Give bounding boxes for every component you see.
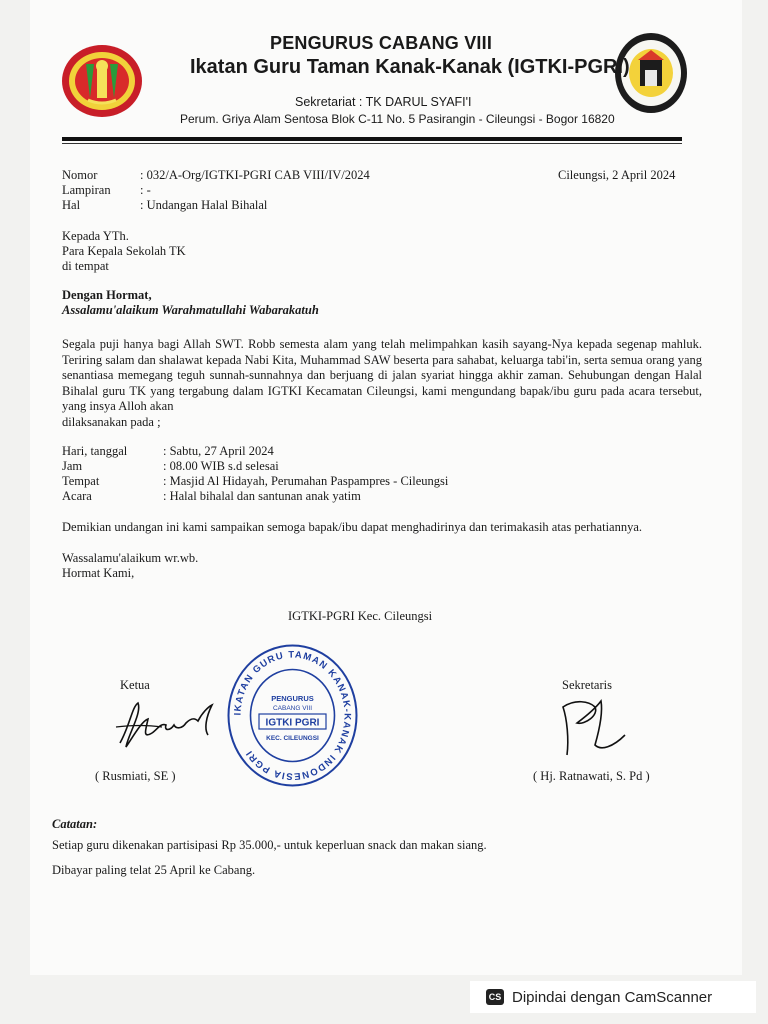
camscanner-label: Dipindai dengan CamScanner [512, 988, 713, 1006]
recipient-line-1: Kepada YTh. [62, 229, 129, 243]
stamp-ring-text: IKATAN GURU TAMAN KANAK-KANAK INDONESIA PGRI [232, 649, 353, 782]
letterhead-divider-thin [62, 143, 682, 144]
lampiran-label: Lampiran [62, 183, 111, 197]
signature-right-title: Sekretaris [562, 678, 612, 692]
letterhead-org-name: Ikatan Guru Taman Kanak-Kanak (IGTKI-PGRI) [190, 56, 630, 78]
sekretaris-signature-icon [555, 695, 635, 760]
recipient-line-2: Para Kepala Sekolah TK [62, 244, 186, 258]
ketua-signature-icon [112, 695, 222, 755]
stamp-line-1: PENGURUS [271, 694, 314, 703]
greeting-salam: Assalamu'alaikum Warahmatullahi Wabarakatuh [62, 303, 319, 317]
signature-right-name: ( Hj. Ratnawati, S. Pd ) [533, 769, 650, 783]
letterhead-divider [62, 137, 682, 141]
event-hari-value: : Sabtu, 27 April 2024 [163, 444, 274, 458]
closing-paragraph: Demikian undangan ini kami sampaikan semoga bapak/ibu dapat menghadirinya dan terimakasih atas perhatiannya. [62, 520, 643, 534]
hal-value: : Undangan Halal Bihalal [140, 198, 268, 212]
nomor-value: : 032/A-Org/IGTKI-PGRI CAB VIII/IV/2024 [140, 168, 370, 182]
signature-left-name: ( Rusmiati, SE ) [95, 769, 176, 783]
organization-stamp [225, 643, 360, 788]
closing-org-sign: IGTKI-PGRI Kec. Cileungsi [288, 609, 433, 623]
event-tempat-value: : Masjid Al Hidayah, Perumahan Paspampres - Cileungsi [163, 474, 449, 488]
lampiran-value: : - [140, 183, 151, 197]
notes-title: Catatan: [52, 817, 98, 831]
notes-line-2: Dibayar paling telat 25 April ke Cabang. [52, 863, 256, 877]
stamp-line-4: KEC. CILEUNGSI [266, 735, 319, 742]
letterhead-org-line: PENGURUS CABANG VIII [270, 33, 493, 53]
body-paragraph-end: dilaksanakan pada ; [62, 415, 161, 429]
body-paragraph: Segala puji hanya bagi Allah SWT. Robb semesta alam yang telah melimpahkan kasih sayang-Nya kepada segenap mahluk. Teriring salam dan shalawat kepada Nabi Kita, Muhammad SAW beserta para sahabat, keluarga tabi'in, serta semua orang yang senantiasa memegang teguh sunnah-sunnahnya dan berjuang di jalan syariat hingga akhir zaman. Sehubungan dengan Halal Bihalal guru TK yang tergabung dalam IGTKI Kecamatan Cileungsi, kami mengundang bapak/ibu guru pada acara tersebut, yang insya Alloh akan [62, 337, 702, 413]
recipient-line-3: di tempat [62, 259, 109, 273]
event-jam-label: Jam [62, 459, 83, 473]
stamp-line-2: CABANG VIII [272, 705, 313, 712]
closing-wassalam: Wassalamu'alaikum wr.wb. [62, 551, 199, 565]
event-hari-label: Hari, tanggal [62, 444, 128, 458]
event-jam-value: : 08.00 WIB s.d selesai [163, 459, 279, 473]
signature-left-title: Ketua [120, 678, 150, 692]
closing-hormat-kami: Hormat Kami, [62, 566, 135, 580]
event-tempat-label: Tempat [62, 474, 100, 488]
notes-line-1: Setiap guru dikenakan partisipasi Rp 35.000,- untuk keperluan snack dan makan siang. [52, 838, 487, 852]
pgri-logo-icon [58, 42, 146, 120]
greeting-hormat: Dengan Hormat, [62, 288, 152, 302]
camscanner-icon: CS [486, 989, 504, 1005]
event-acara-label: Acara [62, 489, 92, 503]
hal-label: Hal [62, 198, 81, 212]
nomor-label: Nomor [62, 168, 98, 182]
letterhead-address: Perum. Griya Alam Sentosa Blok C-11 No. 5 Pasirangin - Cileungsi - Bogor 16820 [180, 112, 615, 126]
camscanner-watermark [470, 981, 756, 1013]
stamp-line-3: IGTKI PGRI [265, 717, 320, 729]
place-date: Cileungsi, 2 April 2024 [558, 168, 676, 182]
event-acara-value: : Halal bihalal dan santunan anak yatim [163, 489, 361, 503]
letterhead-secretariat: Sekretariat : TK DARUL SYAFI'I [295, 95, 472, 109]
